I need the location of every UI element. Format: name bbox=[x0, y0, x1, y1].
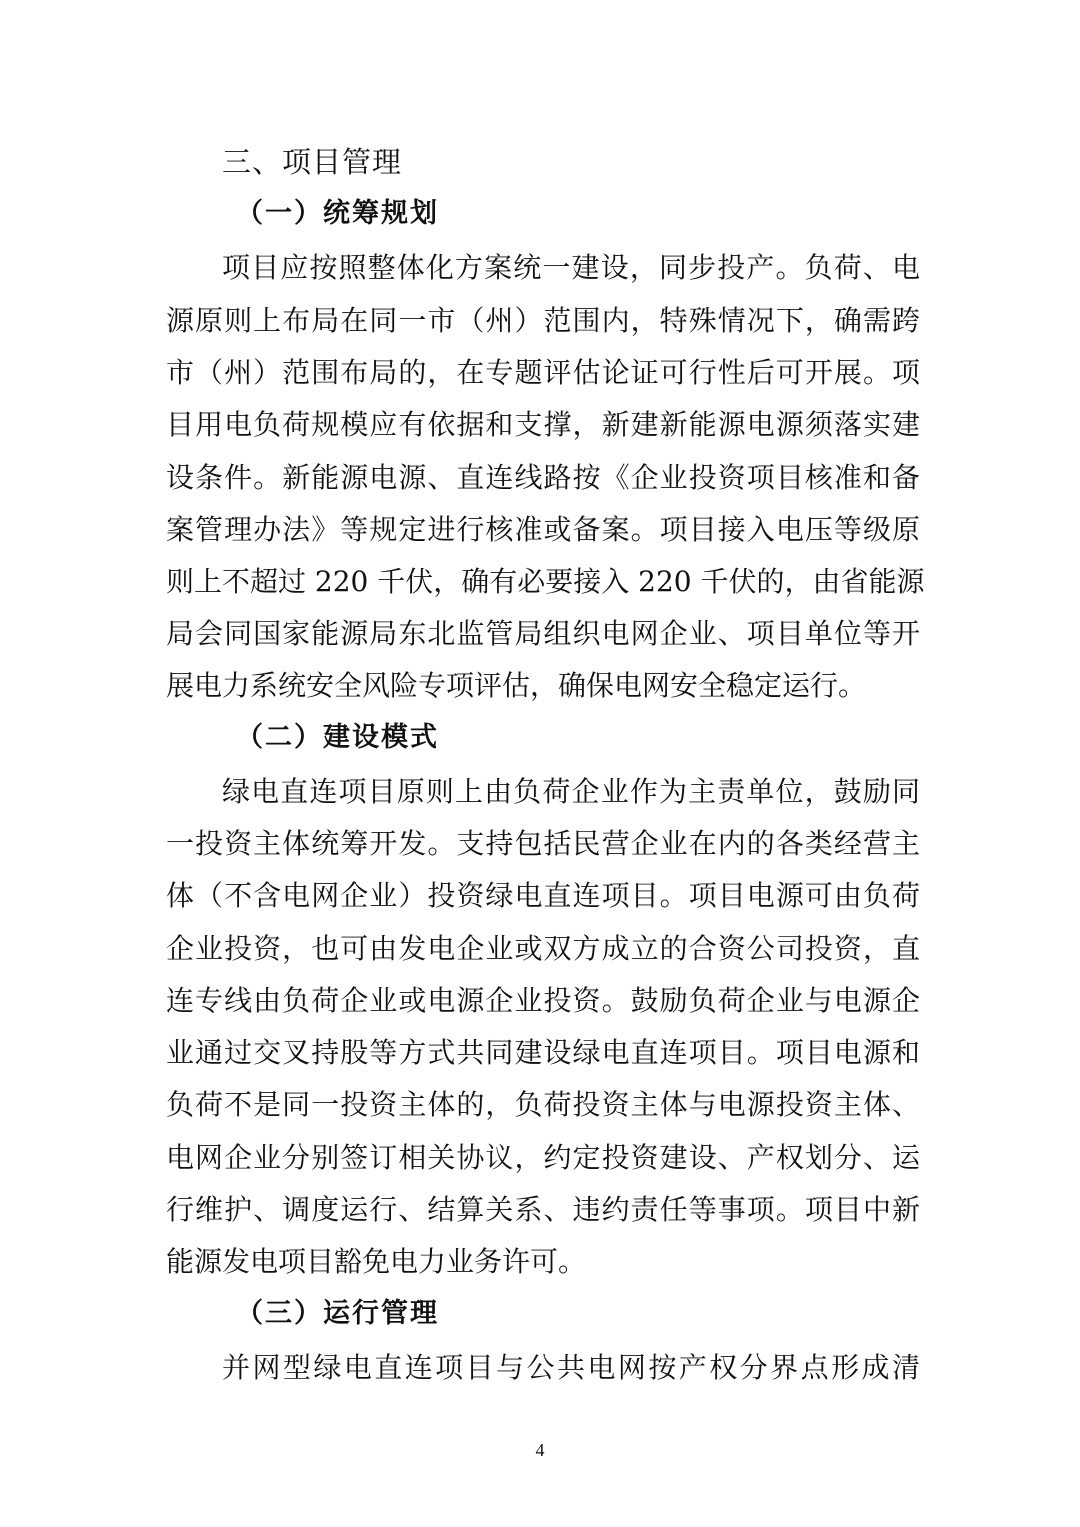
paragraph-2-line: 绿电直连项目原则上由负荷企业作为主责单位，鼓励同 bbox=[222, 775, 920, 808]
paragraph-2-line: 业通过交叉持股等方式共同建设绿电直连项目。项目电源和 bbox=[166, 1036, 920, 1069]
paragraph-1-line: 源原则上布局在同一市（州）范围内，特殊情况下，确需跨 bbox=[166, 304, 920, 337]
paragraph-1-line: 市（州）范围布局的，在专题评估论证可行性后可开展。项 bbox=[166, 356, 920, 389]
paragraph-2-line: 企业投资，也可由发电企业或双方成立的合资公司投资，直 bbox=[166, 932, 920, 965]
subsection-title-3: （三）运行管理 bbox=[236, 1298, 439, 1329]
paragraph-2-line: 连专线由负荷企业或电源企业投资。鼓励负荷企业与电源企 bbox=[166, 984, 920, 1017]
paragraph-2-line: 负荷不是同一投资主体的，负荷投资主体与电源投资主体、 bbox=[166, 1088, 920, 1121]
paragraph-2-line: 行维护、调度运行、结算关系、违约责任等事项。项目中新 bbox=[166, 1193, 920, 1226]
paragraph-2-line: 体（不含电网企业）投资绿电直连项目。项目电源可由负荷 bbox=[166, 879, 920, 912]
paragraph-1-line: 局会同国家能源局东北监管局组织电网企业、项目单位等开 bbox=[166, 617, 920, 650]
paragraph-1-line: 目用电负荷规模应有依据和支撑，新建新能源电源须落实建 bbox=[166, 408, 920, 441]
paragraph-1-line: 设条件。新能源电源、直连线路按《企业投资项目核准和备 bbox=[166, 461, 920, 494]
paragraph-2-line: 一投资主体统筹开发。支持包括民营企业在内的各类经营主 bbox=[166, 827, 920, 860]
section-title: 三、项目管理 bbox=[222, 145, 403, 179]
subsection-title-1: （一）统筹规划 bbox=[236, 198, 439, 229]
paragraph-2-line: 能源发电项目豁免电力业务许可。 bbox=[166, 1245, 587, 1278]
paragraph-1-line: 项目应按照整体化方案统一建设，同步投产。负荷、电 bbox=[222, 251, 920, 284]
page-number: 4 bbox=[535, 1440, 545, 1460]
paragraph-1-line: 案管理办法》等规定进行核准或备案。项目接入电压等级原 bbox=[166, 513, 920, 546]
paragraph-2-line: 电网企业分别签订相关协议，约定投资建设、产权划分、运 bbox=[166, 1141, 920, 1174]
subsection-title-2: （二）建设模式 bbox=[236, 722, 439, 753]
paragraph-3-line: 并网型绿电直连项目与公共电网按产权分界点形成清 bbox=[222, 1351, 920, 1384]
paragraph-1-line: 展电力系统安全风险专项评估，确保电网安全稳定运行。 bbox=[166, 669, 867, 702]
paragraph-1-line: 则上不超过 220 千伏，确有必要接入 220 千伏的，由省能源 bbox=[166, 565, 925, 598]
